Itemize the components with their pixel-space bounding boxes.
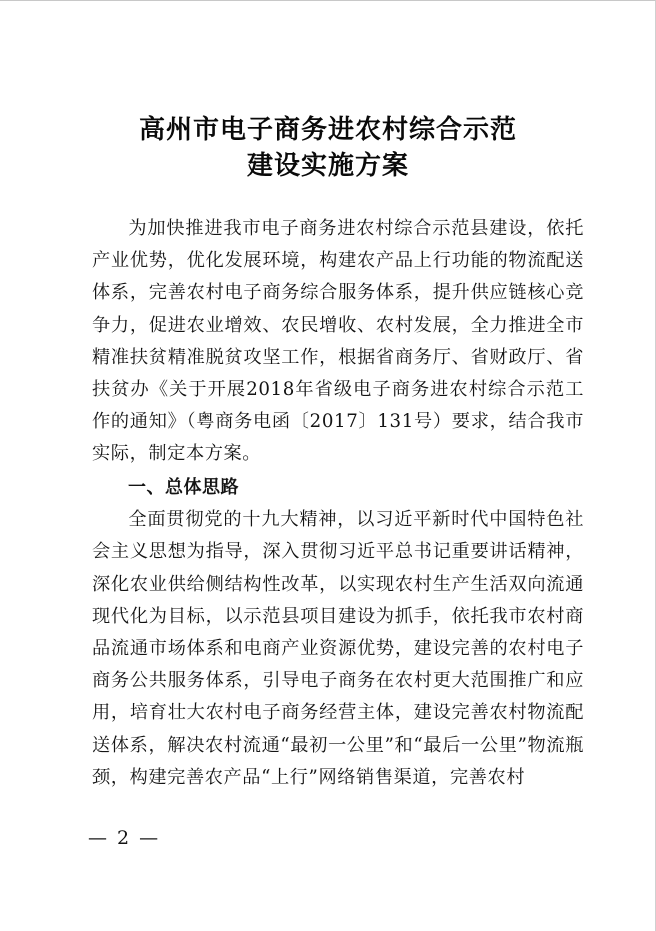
document-body-section-1 [92, 472, 584, 794]
intro-paragraph: 为加快推进我市电子商务进农村综合示范县建设，依托产业优势，优化发展环境，构建农产品上行功能的物流配送体系，完善农村电子商务综合服务体系，提升供应链核心竞争力，促进农业增效、农民增收、农村发展，全力推进全市精准扶贫精准脱贫攻坚工作，根据省商务厅、省财政厅、省扶贫办《关于开展2018年省级电子商务进农村综合示范工作的通知》（粤商务电函〔2017〕131号）要求，结合我市实际，制定本方案。 [92, 218, 584, 465]
section-1-paragraph: 全面贯彻党的十九大精神，以习近平新时代中国特色社会主义思想为指导，深入贯彻习近平总书记重要讲话精神，深化农业供给侧结构性改革，以实现农村生产生活双向流通现代化为目标，以示范县项目建设为抓手，依托我市农村商品流通市场体系和电商产业资源优势，建设完善的农村电子商务公共服务体系，引导电子商务在农村更大范围推广和应用，培育壮大农村电子商务经营主体，建设完善农村物流配送体系，解决农村流通“最初一公里”和“最后一公里”物流瓶颈，构建完善农产品“上行”网络销售渠道，完善农村 [92, 509, 584, 788]
document-body-intro [92, 213, 584, 471]
document-title-line-2: 建设实施方案 [246, 151, 409, 181]
page-number: — 2 — [88, 827, 161, 849]
section-heading-overall-approach: 一、总体思路 [128, 477, 239, 498]
document-title-line-1: 高州市电子商务进农村综合示范 [138, 115, 517, 145]
